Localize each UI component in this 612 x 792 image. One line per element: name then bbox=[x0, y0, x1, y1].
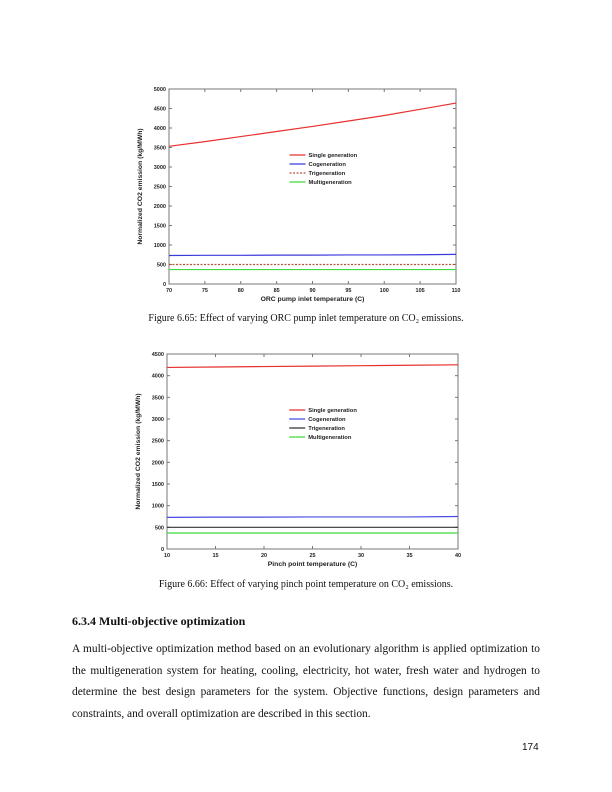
x-tick-label: 105 bbox=[415, 288, 425, 294]
y-tick-label: 2500 bbox=[153, 184, 166, 191]
y-axis-label: Normalized CO2 emission (kg/MWh) bbox=[135, 393, 142, 510]
x-tick-label: 80 bbox=[237, 288, 244, 294]
x-tick-label: 15 bbox=[212, 553, 219, 559]
x-tick-label: 75 bbox=[201, 288, 208, 294]
x-tick-label: 40 bbox=[454, 553, 462, 559]
legend-entry: Trigeneration bbox=[308, 426, 345, 432]
page-number: 174 bbox=[522, 742, 539, 753]
y-tick-label: 2000 bbox=[153, 204, 166, 210]
legend-entry: Trigeneration bbox=[308, 171, 346, 177]
legend-entry: Multigeneration bbox=[308, 180, 352, 186]
plot-area bbox=[167, 354, 458, 549]
y-tick-label: 0 bbox=[160, 547, 164, 553]
x-tick-label: 110 bbox=[451, 288, 461, 294]
legend-entry: Single generation bbox=[308, 153, 358, 159]
x-tick-label: 95 bbox=[345, 288, 352, 294]
y-tick-label: 3500 bbox=[151, 395, 164, 402]
legend-entry: Cogeneration bbox=[308, 162, 346, 168]
x-tick-label: 35 bbox=[406, 553, 413, 559]
y-tick-label: 4500 bbox=[151, 352, 164, 358]
y-tick-label: 3000 bbox=[151, 417, 164, 423]
y-tick-label: 5000 bbox=[153, 87, 166, 93]
x-tick-label: 10 bbox=[163, 553, 171, 559]
y-tick-label: 2500 bbox=[151, 438, 164, 445]
x-axis-label: Pinch point temperature (C) bbox=[267, 561, 358, 568]
y-tick-label: 1000 bbox=[151, 503, 164, 510]
x-tick-label: 70 bbox=[165, 288, 173, 294]
section-paragraph: A multi-objective optimization method based on an evolutionary algorithm is applied optimization to the multigeneration system for heating, cooling, electricity, hot water, fresh water and hydrogen to determine the best design parameters for the system. Objective functions, design parameters and constraints, and overall optimization are described in this section. bbox=[72, 643, 540, 720]
y-tick-label: 500 bbox=[154, 525, 164, 532]
x-tick-label: 20 bbox=[260, 553, 268, 559]
legend-entry: Multigeneration bbox=[308, 435, 352, 441]
x-tick-label: 30 bbox=[357, 553, 365, 559]
x-tick-label: 100 bbox=[379, 288, 389, 294]
y-tick-label: 4500 bbox=[153, 106, 166, 113]
figure-6-66-caption: Figure 6.66: Effect of varying pinch point temperature on CO₂ emissions. bbox=[158, 579, 454, 590]
x-tick-label: 85 bbox=[273, 288, 280, 294]
legend-entry: Cogeneration bbox=[308, 417, 346, 423]
y-tick-label: 500 bbox=[156, 262, 166, 269]
y-tick-label: 1500 bbox=[151, 482, 164, 488]
series-line bbox=[167, 517, 458, 518]
y-tick-label: 1500 bbox=[153, 223, 166, 230]
x-axis-label: ORC pump inlet temperature (C) bbox=[260, 296, 365, 303]
figure-6-65-caption: Figure 6.65: Effect of varying ORC pump inlet temperature on CO₂ emissions. bbox=[148, 313, 464, 324]
y-tick-label: 4000 bbox=[151, 373, 164, 380]
y-tick-label: 4000 bbox=[153, 126, 166, 132]
y-tick-label: 2000 bbox=[151, 460, 164, 467]
x-tick-label: 25 bbox=[309, 553, 316, 559]
figure-6-66-chart bbox=[130, 347, 470, 569]
section-heading: 6.3.4 Multi-objective optimization bbox=[72, 614, 246, 628]
y-tick-label: 1000 bbox=[153, 243, 166, 249]
y-tick-label: 3500 bbox=[153, 145, 166, 152]
x-tick-label: 90 bbox=[309, 288, 316, 294]
legend-entry: Single generation bbox=[308, 408, 357, 414]
y-tick-label: 0 bbox=[162, 282, 166, 288]
y-axis-label: Normalized CO2 emission (kg/MWh) bbox=[137, 128, 144, 245]
figure-6-65-chart bbox=[130, 82, 470, 304]
y-tick-label: 3000 bbox=[153, 165, 166, 171]
